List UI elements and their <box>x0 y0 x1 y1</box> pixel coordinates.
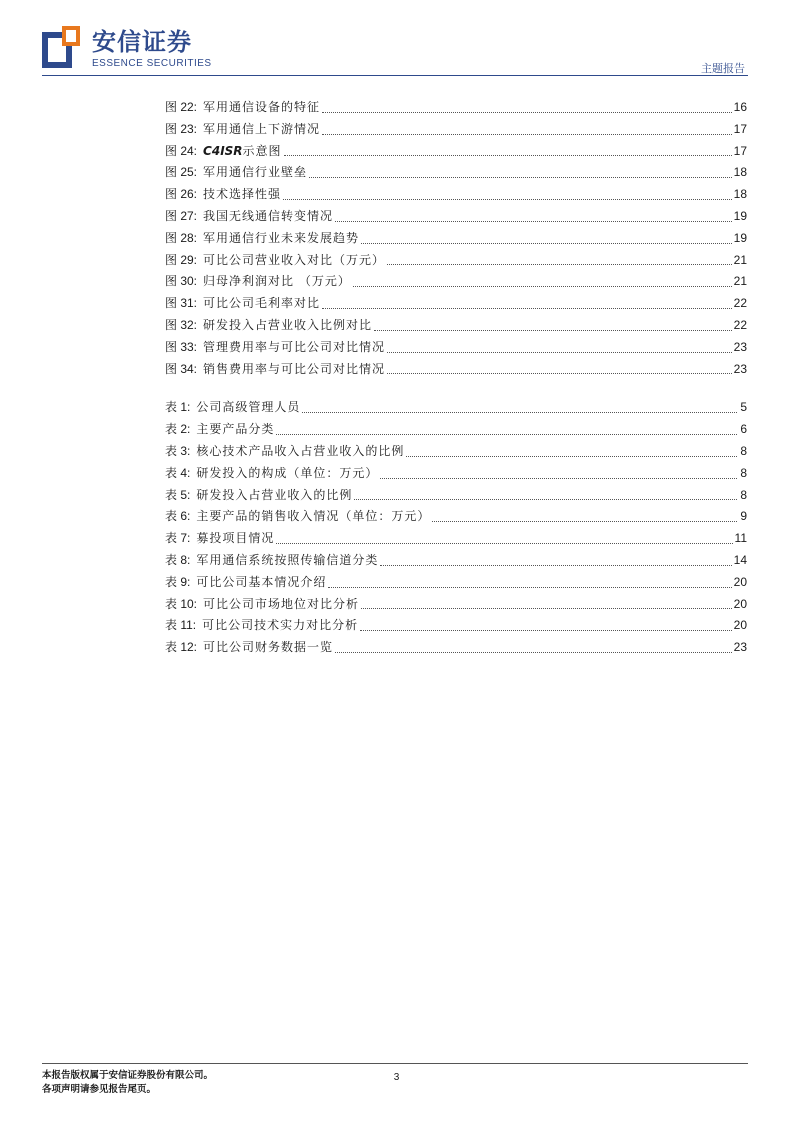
toc-figure-entry[interactable]: 图 24: C4ISR示意图 17 <box>165 143 747 158</box>
toc-figure-entry[interactable]: 图 34: 销售费用率与可比公司对比情况 23 <box>165 361 747 376</box>
toc-figure-entry[interactable]: 图 32: 研发投入占营业收入比例对比 22 <box>165 317 747 332</box>
toc-table-entry[interactable]: 表 1: 公司高级管理人员 5 <box>165 400 747 415</box>
toc-figure-entry[interactable]: 图 29: 可比公司营业收入对比（万元） 21 <box>165 252 747 267</box>
footer-divider <box>42 1063 748 1064</box>
header-divider <box>42 75 748 76</box>
page-number: 3 <box>393 1072 400 1083</box>
report-type-label: 主题报告 <box>701 62 745 75</box>
toc-table-entry[interactable]: 表 10: 可比公司市场地位对比分析 20 <box>165 596 747 611</box>
toc-figure-entry[interactable]: 图 25: 军用通信行业壁垒 18 <box>165 165 747 180</box>
company-name-en: ESSENCE SECURITIES <box>92 58 212 69</box>
company-name-cn: 安信证券 <box>92 28 192 56</box>
toc-table-entry[interactable]: 表 6: 主要产品的销售收入情况（单位：万元） 9 <box>165 509 747 524</box>
page-header <box>0 0 793 80</box>
essence-logo-icon <box>42 26 80 68</box>
toc-figure-entry[interactable]: 图 22: 军用通信设备的特征 16 <box>165 100 747 114</box>
toc-figure-entry[interactable]: 图 31: 可比公司毛利率对比 22 <box>165 296 747 311</box>
table-of-contents <box>165 97 747 659</box>
toc-figure-entry[interactable]: 图 30: 归母净利润对比 （万元） 21 <box>165 274 747 289</box>
toc-table-entry[interactable]: 表 11: 可比公司技术实力对比分析 20 <box>165 618 747 633</box>
copyright-line: 本报告版权属于安信证券股份有限公司。 <box>42 1070 214 1081</box>
toc-table-entry[interactable]: 表 9: 可比公司基本情况介绍 20 <box>165 574 747 589</box>
toc-table-entry[interactable]: 表 8: 军用通信系统按照传输信道分类 14 <box>165 552 747 567</box>
toc-figure-entry[interactable]: 图 27: 我国无线通信转变情况 19 <box>165 208 747 223</box>
toc-table-entry[interactable]: 表 5: 研发投入占营业收入的比例 8 <box>165 487 747 502</box>
toc-figure-entry[interactable]: 图 23: 军用通信上下游情况 17 <box>165 121 747 136</box>
toc-table-entry[interactable]: 表 12: 可比公司财务数据一览 23 <box>165 640 747 655</box>
toc-table-entry[interactable]: 表 3: 核心技术产品收入占营业收入的比例 8 <box>165 443 747 458</box>
disclaimer-line: 各项声明请参见报告尾页。 <box>42 1084 157 1095</box>
toc-figure-entry[interactable]: 图 33: 管理费用率与可比公司对比情况 23 <box>165 339 747 354</box>
toc-figure-entry[interactable]: 图 26: 技术选择性强 18 <box>165 187 747 202</box>
toc-table-entry[interactable]: 表 4: 研发投入的构成（单位：万元） 8 <box>165 465 747 480</box>
toc-table-entry[interactable]: 表 7: 募投项目情况 11 <box>165 531 747 546</box>
toc-figure-entry[interactable]: 图 28: 军用通信行业未来发展趋势 19 <box>165 230 747 245</box>
toc-table-entry[interactable]: 表 2: 主要产品分类 6 <box>165 422 747 437</box>
